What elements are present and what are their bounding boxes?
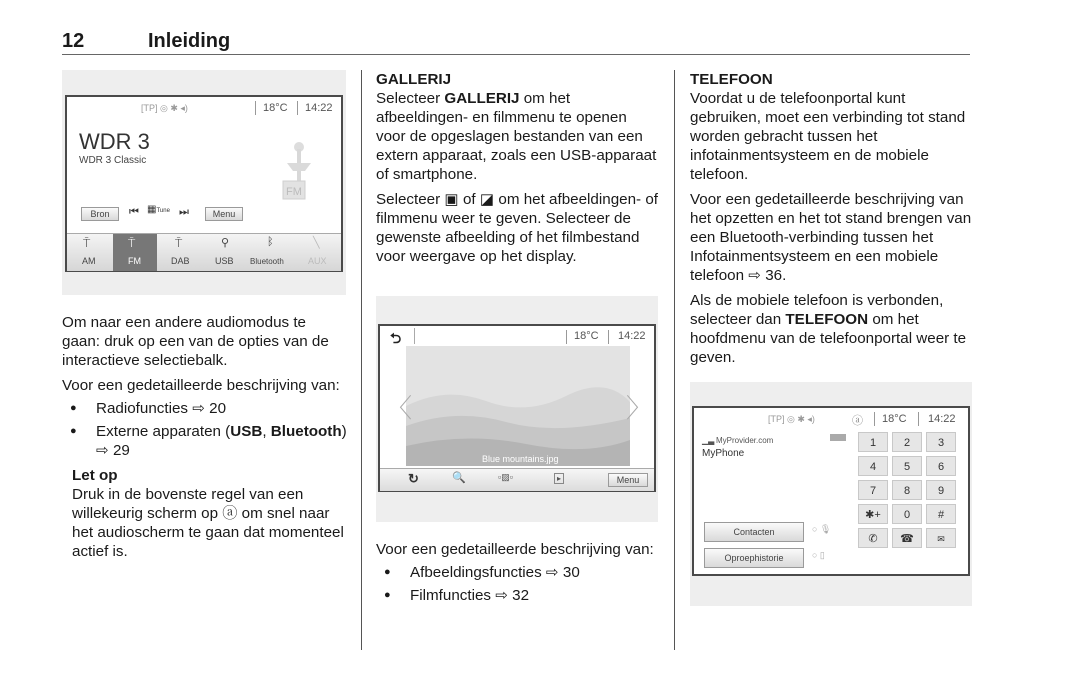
paragraph: Voor een gedetailleerde beschrijving van:	[376, 541, 654, 558]
status-icons: [TP] ◎ ✱ ◂)	[768, 414, 815, 424]
source-dab-label: DAB	[171, 256, 190, 266]
phone-screen	[692, 406, 970, 576]
column-divider-left	[361, 70, 362, 650]
list-item-bold: Bluetooth	[270, 423, 342, 440]
source-dab[interactable]	[163, 234, 203, 271]
temperature: 18°C	[574, 330, 599, 342]
battery-icon	[830, 434, 846, 441]
gallery-image[interactable]	[406, 346, 630, 466]
paragraph: Selecteer ▣ of ◪ om het afbeeldingen- of filmmenu weer te geven. Selecteer de gewenste afbeelding of het filmbestand voor weergave op het display.	[376, 191, 658, 265]
list-item-bold: USB	[230, 423, 263, 440]
list-item-text: ,	[262, 423, 271, 440]
aux-icon: ╲	[313, 237, 320, 249]
note-text: Druk in de bovenste regel van een willekeurig scherm op ⓐ om snel naar het audioscherm te gaan dat momenteel actief is.	[72, 486, 344, 560]
usb-icon: ⚲	[221, 237, 230, 249]
call-history-button[interactable]: Oproephistorie	[704, 548, 804, 568]
rotate-icon[interactable]: ↻	[408, 471, 419, 486]
key-5[interactable]: 5	[892, 456, 922, 476]
gallery-toolbar	[380, 468, 654, 491]
menu-button[interactable]: Menu	[608, 473, 648, 487]
paragraph: Om naar een andere audiomodus te gaan: druk op een van de opties van de interactieve selectiebalk.	[62, 314, 329, 369]
column-1-text	[62, 313, 348, 561]
para-text: om het hoofdmenu van de telefoonportal weer te geven.	[690, 311, 967, 366]
key-9[interactable]: 9	[926, 480, 956, 500]
seek-back-icon[interactable]: ⏮	[129, 206, 139, 218]
signal-icon: ▁▃	[702, 436, 715, 445]
tune-icon[interactable]: ▦Tune	[147, 204, 170, 215]
key-hash[interactable]: #	[926, 504, 956, 524]
source-am[interactable]	[71, 234, 109, 271]
fm-tower-icon	[265, 133, 325, 207]
list-item: ● Radiofuncties ⇨ 20	[62, 399, 348, 418]
key-0[interactable]: 0	[892, 504, 922, 524]
antenna-icon: ⍑	[175, 236, 183, 250]
slideshow-icon[interactable]: ▫▨▫	[498, 472, 513, 482]
station-subtitle: WDR 3 Classic	[79, 155, 147, 166]
list-item-text: ) ⇨ 29	[96, 423, 347, 459]
paragraph	[376, 89, 660, 184]
gallery-heading: GALLERIJ	[376, 71, 452, 88]
source-fm[interactable]	[113, 234, 157, 271]
source-usb[interactable]	[209, 234, 245, 271]
station-name: WDR 3	[79, 129, 150, 154]
zoom-icon[interactable]: 🔍	[452, 472, 466, 484]
source-bluetooth-label: Bluetooth	[250, 257, 284, 266]
list-item: ● Afbeeldingsfuncties ⇨ 30	[376, 563, 660, 582]
bluetooth-icon: ᛒ	[267, 236, 274, 248]
source-bluetooth[interactable]	[247, 234, 297, 271]
mute-mic-icon[interactable]: ○ 🎙	[812, 524, 832, 534]
section-title: Inleiding	[148, 30, 231, 52]
bron-button[interactable]: Bron	[81, 207, 119, 221]
phone-name: MyPhone	[702, 448, 745, 459]
key-8[interactable]: 8	[892, 480, 922, 500]
column-2-text	[376, 70, 660, 272]
status-divider	[918, 412, 919, 426]
status-divider	[566, 330, 567, 344]
dial-keypad	[850, 432, 968, 572]
antenna-icon: ⍑	[83, 236, 91, 250]
source-aux[interactable]	[299, 234, 337, 271]
status-divider	[874, 412, 875, 426]
source-usb-label: USB	[215, 256, 234, 266]
key-3[interactable]: 3	[926, 432, 956, 452]
radio-screen	[65, 95, 343, 272]
para-bold: GALLERIJ	[444, 90, 520, 107]
key-2[interactable]: 2	[892, 432, 922, 452]
note-block	[62, 466, 348, 561]
para-bold: TELEFOON	[785, 311, 869, 328]
temperature: 18°C	[263, 102, 288, 114]
call-icon[interactable]: ✆	[858, 528, 888, 548]
status-divider	[414, 328, 415, 344]
antenna-icon: ⍑	[128, 236, 136, 250]
para-text: om het afbeeldingen- en filmmenu te openen voor de opgeslagen bestanden van een extern apparaat, zoals een USB-apparaat of smartphone.	[376, 90, 657, 183]
voicemail-icon[interactable]: ✉	[926, 528, 956, 548]
back-icon[interactable]: ⮌	[390, 330, 402, 346]
source-bar	[67, 233, 341, 271]
clock: 14:22	[928, 413, 956, 425]
note-heading: Let op	[72, 467, 118, 484]
audio-icon[interactable]: ⓐ	[852, 415, 863, 427]
para-text: Selecteer	[376, 90, 445, 107]
tune-label: Tune	[156, 208, 170, 214]
column-3-text	[690, 70, 974, 373]
key-1[interactable]: 1	[858, 432, 888, 452]
clock: 14:22	[618, 330, 646, 342]
list-item: ● Filmfuncties ⇨ 32	[376, 586, 660, 605]
source-fm-label: FM	[128, 256, 141, 266]
paragraph	[690, 291, 974, 367]
key-7[interactable]: 7	[858, 480, 888, 500]
status-divider	[608, 330, 609, 344]
handsfree-icon[interactable]: ○ ▯	[812, 550, 825, 560]
key-star[interactable]: ✱+	[858, 504, 888, 524]
status-divider	[255, 101, 256, 115]
info-icon[interactable]: ▸	[554, 473, 564, 484]
status-icons: [TP] ◎ ✱ ◂)	[141, 103, 188, 113]
key-6[interactable]: 6	[926, 456, 956, 476]
phone-screenshot-frame	[690, 382, 972, 606]
column-divider-right	[674, 70, 675, 650]
fm-logo-text: FM	[286, 186, 302, 198]
previous-arrow-icon[interactable]: 〈	[386, 393, 413, 423]
status-divider-2	[297, 101, 298, 115]
source-am-label: AM	[82, 256, 96, 266]
gallery-screenshot-frame	[376, 296, 658, 522]
source-aux-label: AUX	[308, 256, 327, 266]
paragraph: Voordat u de telefoonportal kunt gebruiken, moet een verbinding tot stand worden gebracht tussen het infotainmentsysteem en de mobiele telefoon.	[690, 90, 966, 183]
seek-forward-icon[interactable]: ⏭	[179, 206, 189, 218]
list-item-text: Externe apparaten (	[96, 423, 231, 440]
paragraph: Voor een gedetailleerde beschrijving van:	[62, 377, 340, 394]
list-item	[62, 422, 348, 460]
hang-up-icon[interactable]: ☎	[892, 528, 922, 548]
para-text: Als de mobiele telefoon is verbonden, selecteer dan	[690, 292, 944, 328]
column-2-text-bottom	[376, 540, 660, 609]
radio-screenshot-frame	[62, 70, 346, 295]
paragraph: Voor een gedetailleerde beschrijving van het opzetten en het tot stand brengen van een Bluetooth-verbinding tussen het Infotainmentsysteem en een mobiele telefoon ⇨ 36.	[690, 191, 972, 284]
page-number: 12	[62, 30, 85, 52]
image-caption: Blue mountains.jpg	[482, 454, 559, 464]
menu-button[interactable]: Menu	[205, 207, 243, 221]
clock: 14:22	[305, 102, 333, 114]
temperature: 18°C	[882, 413, 907, 425]
page-header	[62, 28, 970, 55]
next-arrow-icon[interactable]: 〉	[626, 393, 653, 423]
key-4[interactable]: 4	[858, 456, 888, 476]
gallery-screen	[378, 324, 656, 492]
contacts-button[interactable]: Contacten	[704, 522, 804, 542]
provider-name: MyProvider.com	[716, 436, 774, 445]
phone-heading: TELEFOON	[690, 71, 773, 88]
